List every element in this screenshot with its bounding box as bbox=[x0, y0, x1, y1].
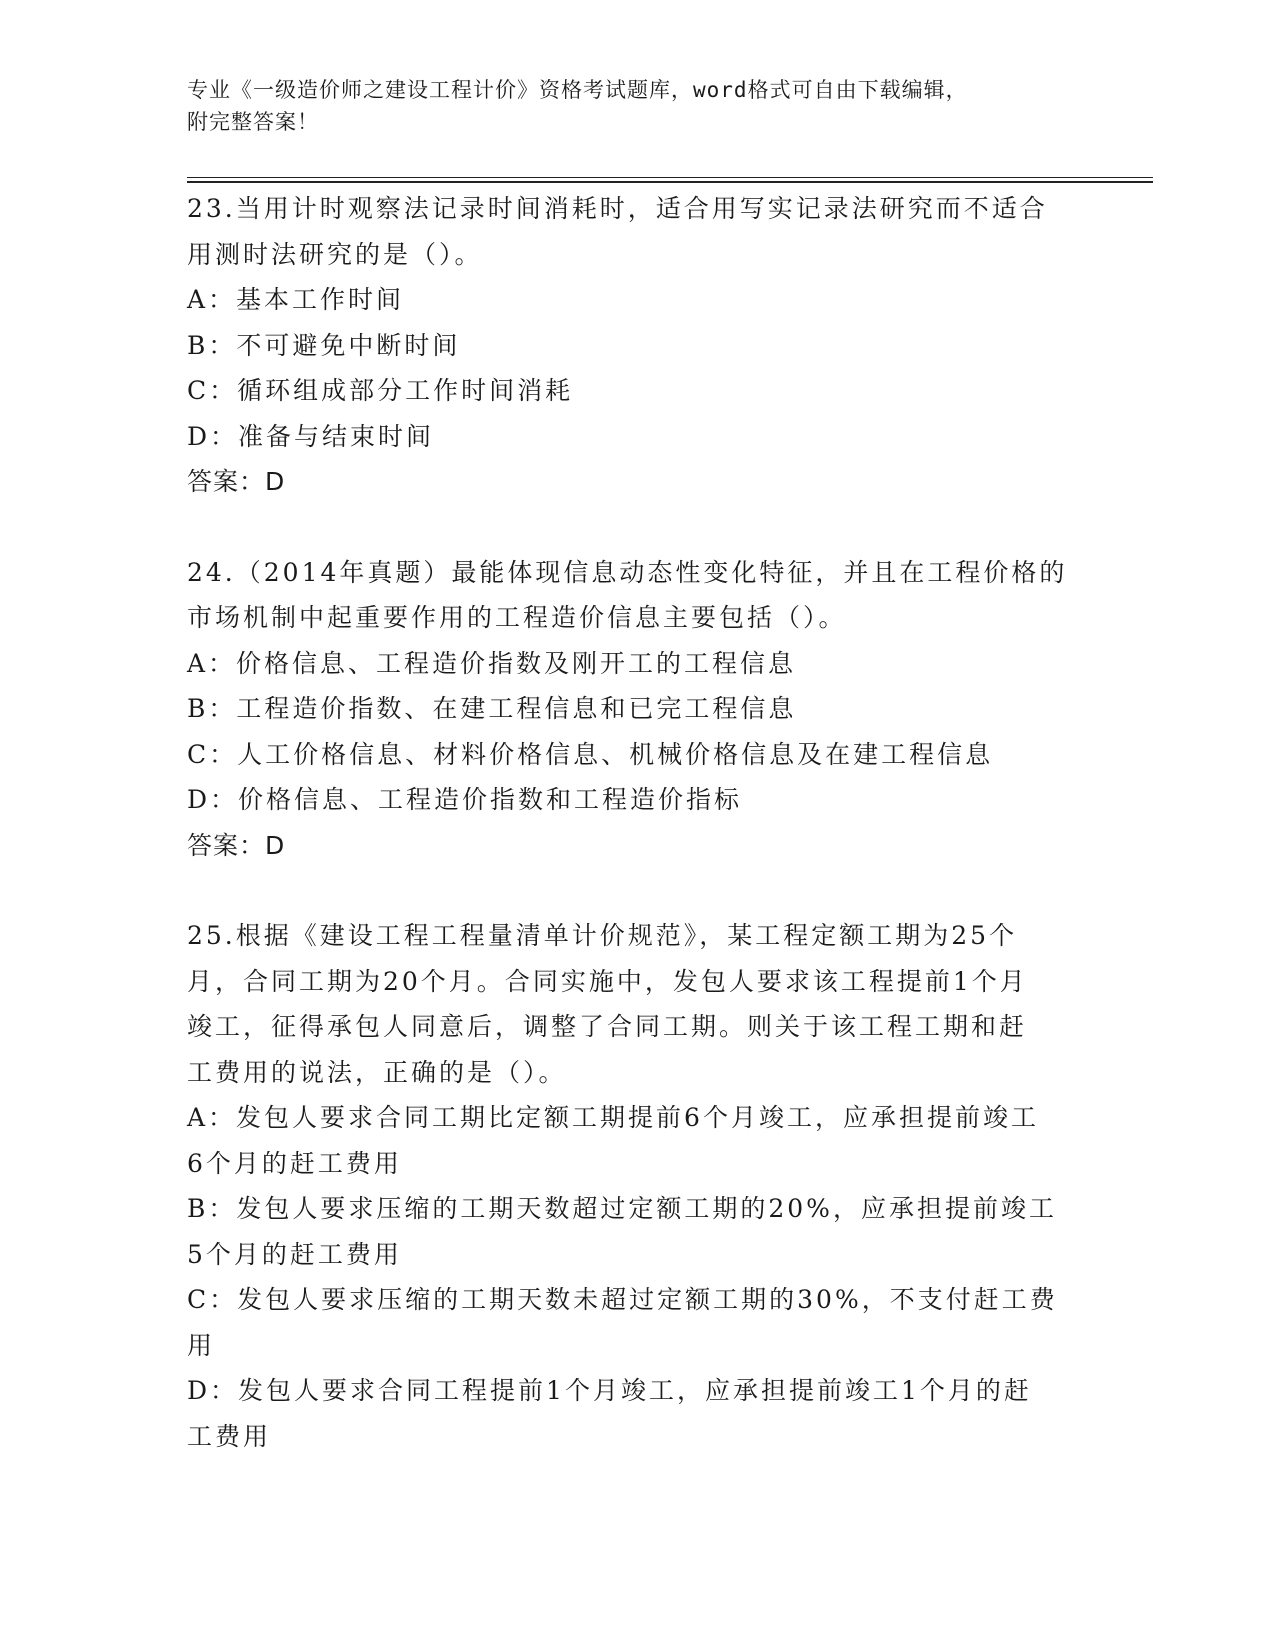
questions-list bbox=[187, 186, 1087, 1504]
question-stem-line: 25.根据《建设工程工程量清单计价规范》，某工程定额工期为25个 bbox=[187, 921, 1018, 950]
option-a-continued: 6个月的赶工费用 bbox=[187, 1148, 402, 1178]
question-stem-line: 24.（2014年真题）最能体现信息动态性变化特征，并且在工程价格的 bbox=[187, 557, 1068, 587]
question-25 bbox=[187, 913, 1087, 1459]
option-d: D：准备与结束时间 bbox=[187, 421, 435, 451]
option-b: B：不可避免中断时间 bbox=[187, 330, 461, 360]
question-stem-line: 市场机制中起重要作用的工程造价信息主要包括（）。 bbox=[187, 603, 847, 632]
header-divider-thick bbox=[187, 181, 1153, 183]
question-23 bbox=[187, 186, 1087, 505]
option-b: B：工程造价指数、在建工程信息和已完工程信息 bbox=[187, 694, 797, 723]
answer-line: 答案：D bbox=[187, 830, 286, 860]
answer-line: 答案：D bbox=[187, 467, 286, 496]
question-stem-line: 23.当用计时观察法记录时间消耗时，适合用写实记录法研究而不适合 bbox=[187, 194, 1048, 223]
option-d-continued: 工费用 bbox=[187, 1421, 272, 1451]
header-divider-thin bbox=[187, 177, 1153, 178]
option-c: C：循环组成部分工作时间消耗 bbox=[187, 376, 574, 405]
option-a: A：基本工作时间 bbox=[187, 285, 405, 314]
option-a: A：价格信息、工程造价指数及刚开工的工程信息 bbox=[187, 648, 797, 678]
option-d: D：发包人要求合同工程提前1个月竣工，应承担提前竣工1个月的赶 bbox=[187, 1376, 1032, 1405]
question-stem-line: 工费用的说法，正确的是（）。 bbox=[187, 1057, 567, 1087]
header-line-1: 专业《一级造价师之建设工程计价》资格考试题库，word格式可自由下载编辑， bbox=[187, 78, 968, 102]
option-c: C：发包人要求压缩的工期天数未超过定额工期的30%，不支付赶工费 bbox=[187, 1285, 1058, 1314]
question-stem-line: 竣工，征得承包人同意后，调整了合同工期。则关于该工程工期和赶 bbox=[187, 1012, 1028, 1041]
question-stem-line: 用测时法研究的是（）。 bbox=[187, 239, 483, 269]
option-b-continued: 5个月的赶工费用 bbox=[187, 1239, 402, 1269]
option-c: C：人工价格信息、材料价格信息、机械价格信息及在建工程信息 bbox=[187, 739, 994, 769]
option-d: D：价格信息、工程造价指数和工程造价指标 bbox=[187, 785, 743, 814]
document-header bbox=[187, 74, 1067, 138]
option-c-continued: 用 bbox=[187, 1330, 216, 1360]
header-line-2: 附完整答案！ bbox=[187, 110, 319, 134]
question-stem-line: 月，合同工期为20个月。合同实施中，发包人要求该工程提前1个月 bbox=[187, 966, 1028, 996]
question-24 bbox=[187, 550, 1087, 869]
option-b: B：发包人要求压缩的工期天数超过定额工期的20%，应承担提前竣工 bbox=[187, 1194, 1057, 1223]
option-a: A：发包人要求合同工期比定额工期提前6个月竣工，应承担提前竣工 bbox=[187, 1103, 1039, 1132]
